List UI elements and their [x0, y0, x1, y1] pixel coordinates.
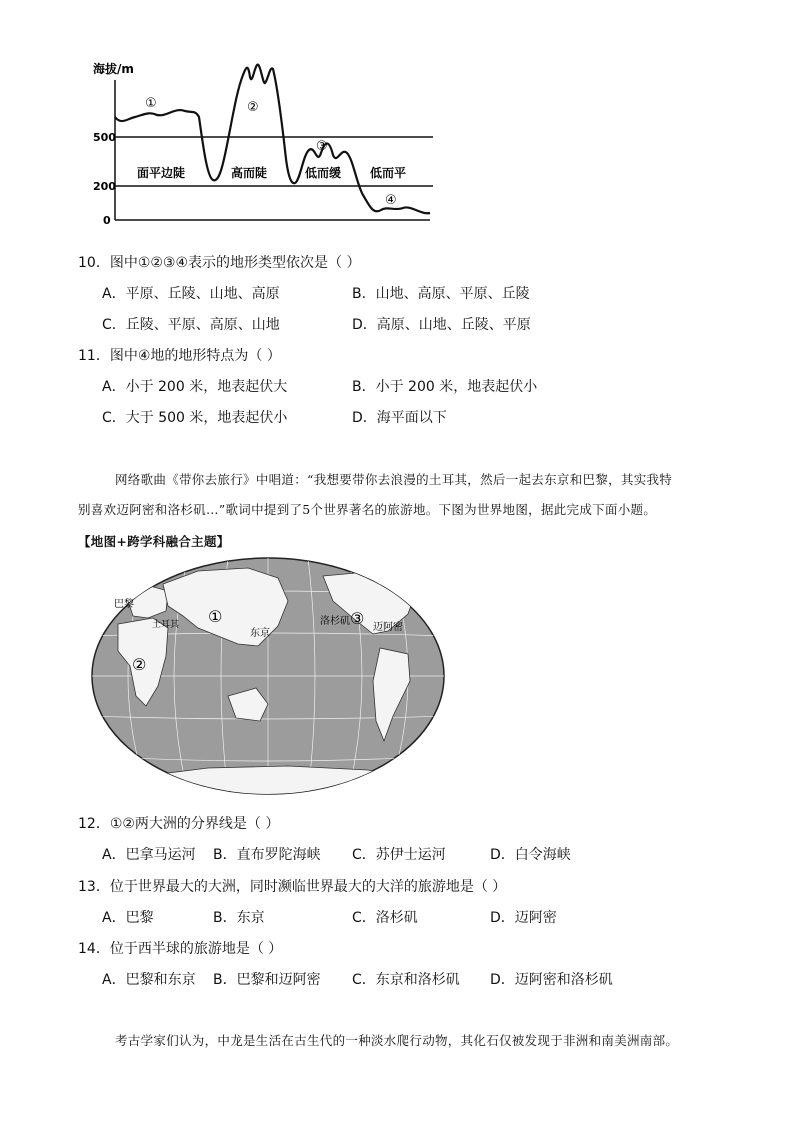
q13-stem: 13．位于世界最大的大洲，同时濒临世界最大的大洋的旅游地是（ ）	[78, 879, 507, 895]
world-map-figure	[88, 556, 448, 798]
marker-4: ④	[385, 193, 397, 208]
q12-option-d[interactable]: D．白令海峡	[490, 847, 571, 863]
q14-option-d[interactable]: D．迈阿密和洛杉矶	[490, 972, 613, 988]
q12-option-a[interactable]: A．巴拿马运河	[102, 847, 196, 863]
marker-3: ③	[316, 139, 328, 154]
y-axis-label: 海拔/m	[93, 62, 134, 76]
tick-200: 200	[93, 180, 116, 193]
label-paris: 巴黎	[114, 599, 134, 610]
q14-option-c[interactable]: C．东京和洛杉矶	[352, 972, 460, 988]
q13-option-a[interactable]: A．巴黎	[102, 910, 154, 926]
q11-stem: 11．图中④地的地形特点为（ ）	[78, 348, 281, 364]
map-marker-2: ②	[132, 655, 147, 674]
region-label-4: 低而平	[370, 166, 407, 180]
q10-option-c[interactable]: C．丘陵、平原、高原、山地	[102, 317, 280, 333]
passage1-tag: 【地图+跨学科融合主题】	[78, 534, 230, 549]
map-marker-3: ③	[350, 609, 365, 628]
q11-option-b[interactable]: B．小于 200 米，地表起伏小	[352, 379, 538, 395]
tick-0: 0	[103, 214, 111, 227]
map-marker-1: ①	[208, 607, 223, 626]
marker-1: ①	[145, 96, 157, 111]
terrain-profile-figure	[85, 55, 445, 230]
q13-option-d[interactable]: D．迈阿密	[490, 910, 557, 926]
q14-option-b[interactable]: B．巴黎和迈阿密	[213, 972, 321, 988]
q10-stem: 10．图中①②③④表示的地形类型依次是（ ）	[78, 255, 361, 271]
q12-option-b[interactable]: B．直布罗陀海峡	[213, 847, 321, 863]
q12-stem: 12．①②两大洲的分界线是（ ）	[78, 816, 280, 832]
q11-option-a[interactable]: A．小于 200 米，地表起伏大	[102, 379, 288, 395]
label-turkey: 土耳其	[152, 620, 180, 630]
label-miami: 迈阿密	[373, 622, 403, 633]
marker-2: ②	[247, 100, 259, 115]
region-label-3: 低而缓	[305, 166, 342, 180]
q11-option-c[interactable]: C．大于 500 米，地表起伏小	[102, 410, 288, 426]
label-los-angeles: 洛杉矶	[320, 616, 350, 627]
q10-option-d[interactable]: D．高原、山地、丘陵、平原	[352, 317, 531, 333]
q11-option-d[interactable]: D．海平面以下	[352, 410, 447, 426]
q13-option-c[interactable]: C．洛杉矶	[352, 910, 418, 926]
q14-stem: 14．位于西半球的旅游地是（ ）	[78, 941, 283, 957]
q12-option-c[interactable]: C．苏伊士运河	[352, 847, 446, 863]
passage2-line1: 考古学家们认为，中龙是生活在古生代的一种淡水爬行动物，其化石仅被发现于非洲和南美洲南部。	[115, 1033, 679, 1048]
elevation-curve	[115, 65, 430, 214]
region-label-1: 面平边陡	[137, 166, 186, 180]
passage1-line2: 别喜欢迈阿密和洛杉矶…”歌词中提到了5个世界著名的旅游地。下图为世界地图，据此完成下面小题。	[78, 502, 657, 517]
q10-option-b[interactable]: B．山地、高原、平原、丘陵	[352, 286, 530, 302]
region-label-2: 高而陡	[231, 166, 268, 180]
q13-option-b[interactable]: B．东京	[213, 910, 265, 926]
q10-option-a[interactable]: A．平原、丘陵、山地、高原	[102, 286, 280, 302]
passage1-line1: 网络歌曲《带你去旅行》中唱道：“我想要带你去浪漫的土耳其，然后一起去东京和巴黎，其实我特	[115, 472, 673, 487]
label-tokyo: 东京	[250, 628, 270, 639]
tick-500: 500	[93, 131, 116, 144]
q14-option-a[interactable]: A．巴黎和东京	[102, 972, 196, 988]
